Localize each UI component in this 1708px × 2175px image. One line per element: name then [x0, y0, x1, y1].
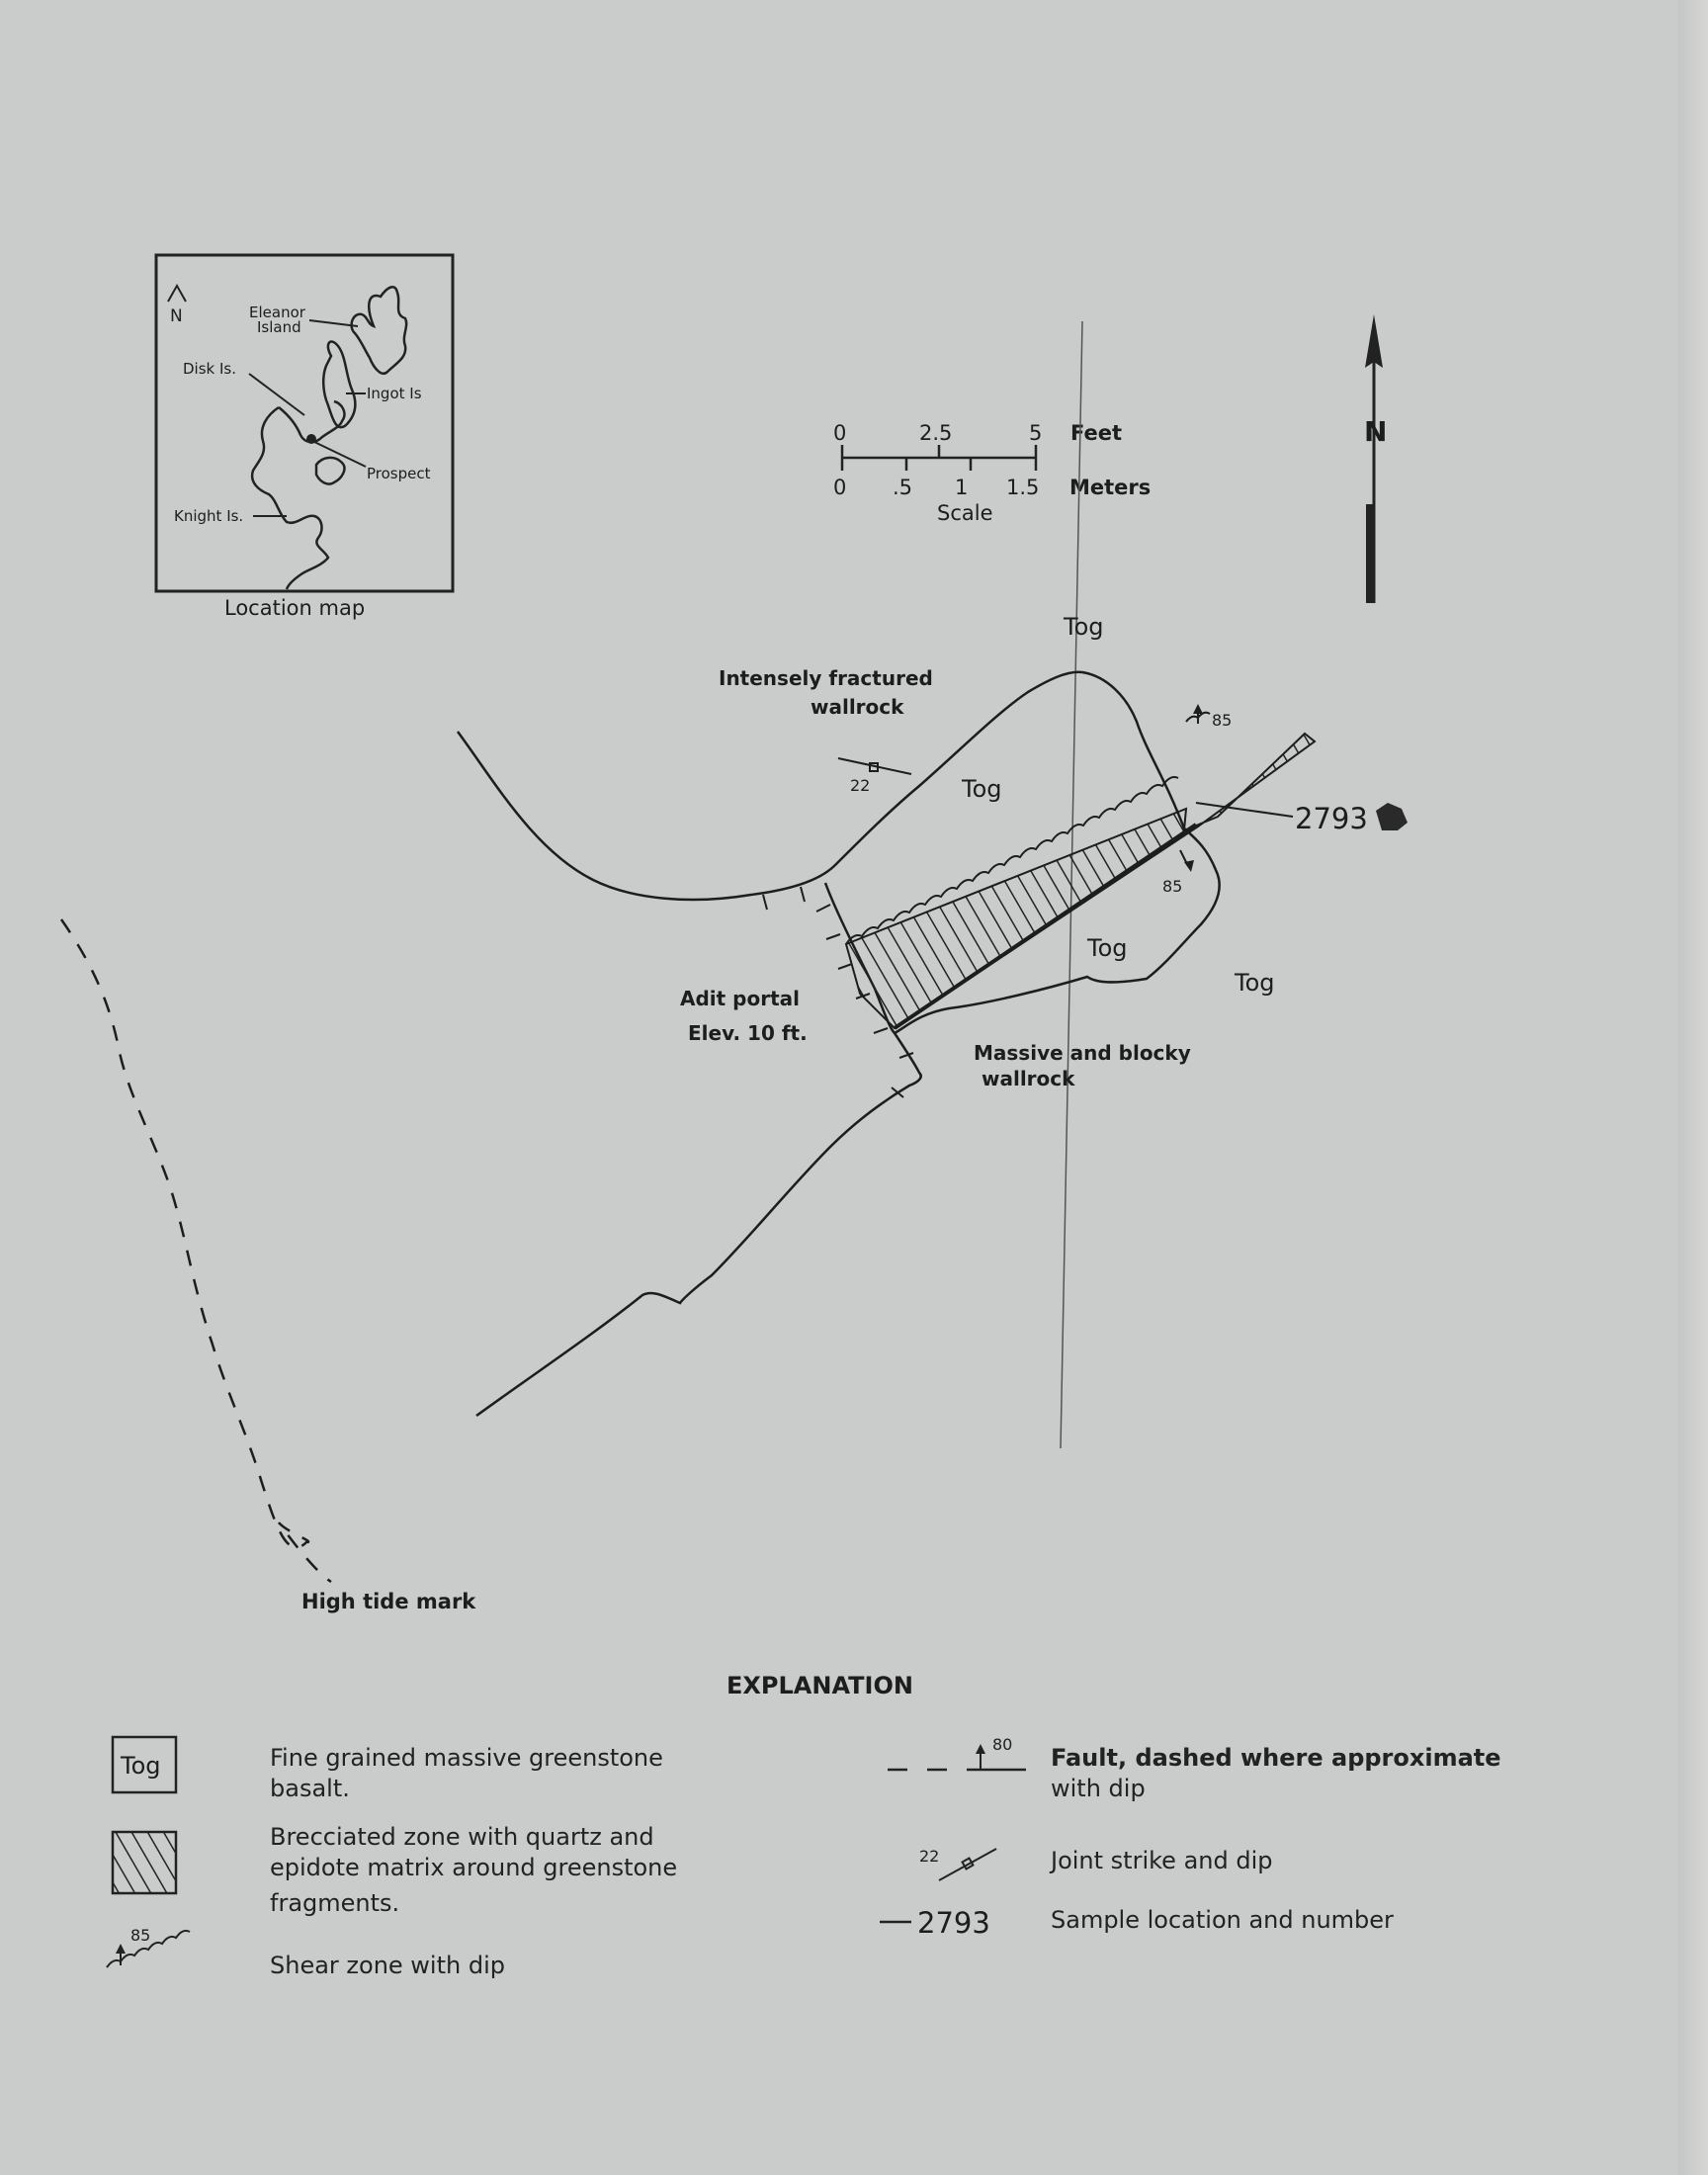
scale-meter-tick-1: .5 — [893, 476, 913, 499]
eleanor-label: Eleanor — [249, 304, 305, 321]
prospect-label: Prospect — [367, 465, 431, 482]
breccia-description-line3: fragments. — [270, 1889, 400, 1917]
tog-label-middle: Tog — [1087, 934, 1128, 962]
scale-feet-tick-0: 0 — [833, 421, 847, 445]
north-arrow — [1364, 314, 1387, 603]
knight-label: Knight Is. — [174, 507, 244, 525]
location-map — [156, 255, 453, 620]
tog-label-top: Tog — [1064, 613, 1104, 641]
wallrock-label-upper: wallrock — [811, 695, 904, 719]
tog-description-line1: Fine grained massive greenstone — [270, 1744, 663, 1772]
tog-label-left: Tog — [962, 775, 1002, 803]
scale-meter-tick-0: 0 — [833, 476, 847, 499]
intensely-fractured-label: Intensely fractured — [719, 666, 933, 690]
elevation-label: Elev. 10 ft. — [688, 1021, 808, 1045]
shear-legend-symbol — [107, 1926, 190, 1967]
joint-description: Joint strike and dip — [1051, 1847, 1273, 1874]
fault-dip-symbol — [1162, 850, 1194, 896]
explanation-title: EXPLANATION — [726, 1672, 913, 1699]
wallrock-label-lower: wallrock — [982, 1067, 1075, 1090]
scale-meter-tick-3: 1.5 — [1006, 476, 1040, 499]
shear-dip-value: 85 — [1212, 711, 1233, 730]
location-map-caption: Location map — [224, 596, 366, 620]
tog-label-right: Tog — [1235, 969, 1275, 997]
fault-legend-dip: 80 — [992, 1735, 1013, 1754]
sample-legend-number: 2793 — [917, 1906, 990, 1940]
north-arrow-label: N — [1364, 415, 1388, 448]
scale-feet-tick-1: 2.5 — [919, 421, 953, 445]
sample-legend-symbol — [880, 1906, 990, 1940]
fault-legend-symbol — [888, 1735, 1026, 1770]
massive-blocky-label: Massive and blocky — [974, 1041, 1191, 1065]
sample-number: 2793 — [1295, 802, 1368, 835]
breccia-description-line2: epidote matrix around greenstone — [270, 1854, 678, 1881]
scale-meter-unit: Meters — [1069, 476, 1152, 499]
joint-dip-value: 22 — [850, 776, 871, 795]
fault-description-line1: Fault, dashed where approximate — [1051, 1744, 1501, 1772]
joint-legend-dip: 22 — [919, 1847, 940, 1866]
scale-caption: Scale — [937, 501, 993, 525]
knight-island-coastline — [252, 401, 344, 589]
disk-label: Disk Is. — [183, 360, 236, 378]
scale-feet-unit: Feet — [1070, 421, 1123, 445]
ingot-label: Ingot Is — [367, 385, 422, 402]
joint-legend-symbol — [919, 1847, 996, 1880]
breccia-legend-swatch — [113, 1832, 176, 1893]
tog-description-line2: basalt. — [270, 1775, 350, 1802]
fault-description-line2: with dip — [1051, 1775, 1146, 1802]
adit-portal-label: Adit portal — [680, 987, 801, 1010]
sample-description: Sample location and number — [1051, 1906, 1394, 1934]
shear-dip-symbol — [1186, 704, 1232, 730]
shear-description: Shear zone with dip — [270, 1952, 505, 1979]
ingot-island-outline — [323, 341, 355, 427]
eleanor-island-outline — [352, 287, 407, 374]
joint-symbol — [838, 758, 911, 795]
inset-north-arrow — [168, 286, 186, 326]
breccia-description-line1: Brecciated zone with quartz and — [270, 1823, 654, 1851]
fault-dip-value: 85 — [1162, 877, 1183, 896]
scale-feet-tick-2: 5 — [1029, 421, 1043, 445]
scale-meter-tick-2: 1 — [955, 476, 969, 499]
shear-legend-dip: 85 — [130, 1926, 151, 1945]
prospect-leader — [312, 441, 366, 467]
high-tide-label: High tide mark — [301, 1590, 476, 1613]
island-label: Island — [257, 318, 301, 336]
tog-legend-symbol: Tog — [121, 1752, 161, 1780]
inset-north-label: N — [170, 306, 183, 326]
scale-bar — [833, 421, 1151, 525]
sample-location — [1196, 802, 1408, 835]
high-tide-mark — [61, 919, 331, 1582]
